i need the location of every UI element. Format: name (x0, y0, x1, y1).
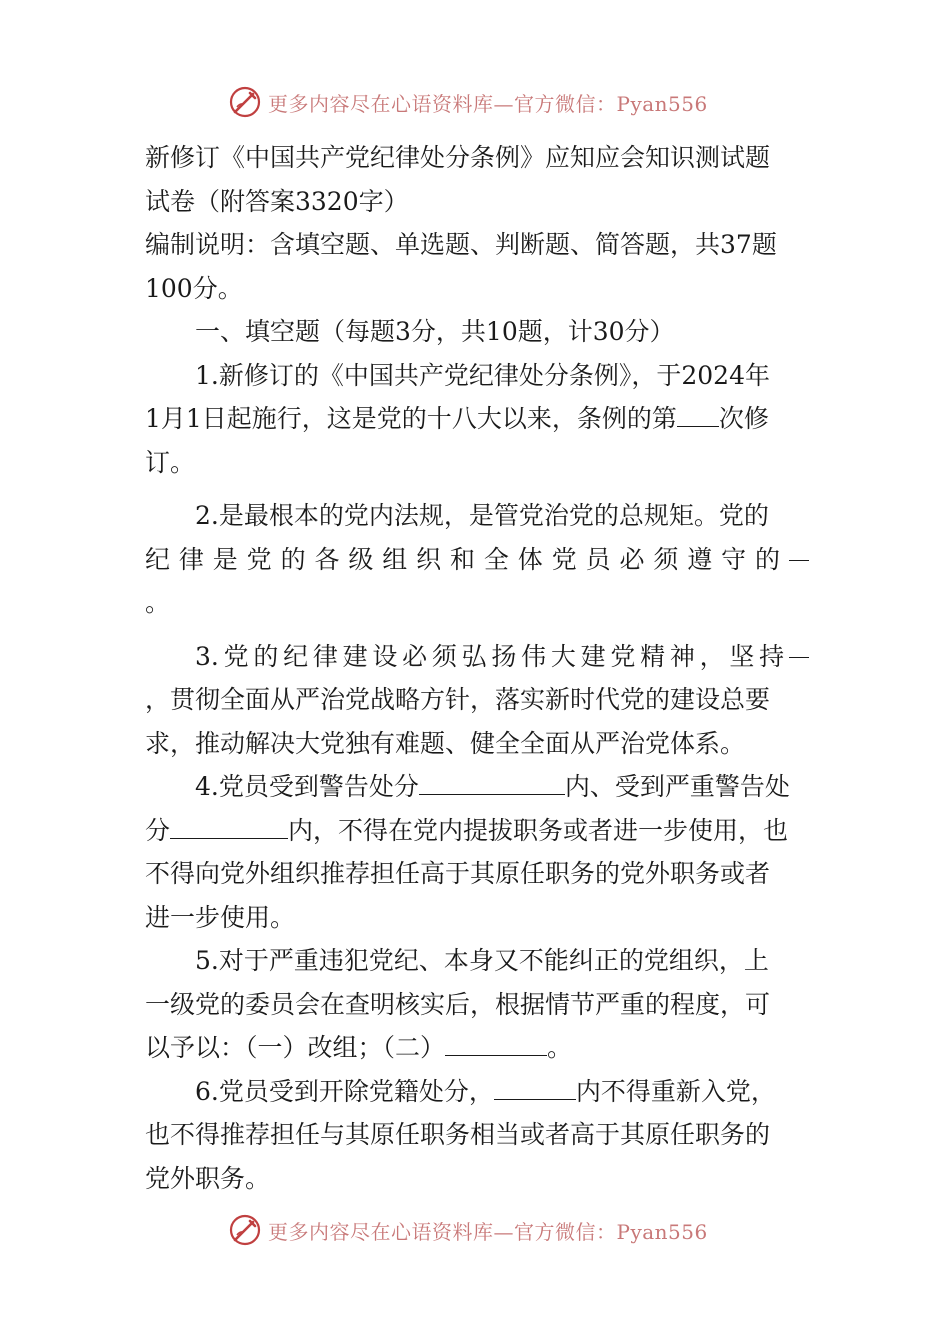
q3-char: 扬 (491, 641, 517, 671)
q3-char: 党 (610, 641, 636, 671)
q2-char: 守 (721, 544, 747, 574)
q2-char: 党 (246, 544, 272, 574)
q3-char: 坚 (729, 641, 755, 671)
q3-char: 3. (195, 641, 219, 671)
q3-char: 精 (640, 641, 666, 671)
q2-blank (789, 538, 809, 561)
q3-char: 建 (342, 641, 368, 671)
q3-char: 的 (253, 641, 279, 671)
q2-char: 遵 (687, 544, 713, 574)
q5-line-2: 一级党的委员会在查明核实后，根据情节严重的程度，可 (145, 989, 771, 1019)
q2-char: 纪 (145, 544, 171, 574)
q2-char: 员 (585, 544, 611, 574)
header-banner (228, 84, 748, 120)
q2-line-3: 。 (145, 588, 171, 617)
q1-line-3: 订。 (145, 447, 196, 477)
q3-char: 必 (402, 641, 428, 671)
q2-char: 是 (212, 544, 238, 574)
q4-line-4: 进一步使用。 (145, 902, 296, 932)
banner-text: 更多内容尽在心语资料库—官方微信：Pyan556 (268, 91, 708, 116)
q5-line-1: 5.对于严重违犯党纪、本身又不能纠正的党组织，上 (195, 946, 769, 975)
intro-line-1: 编制说明：含填空题、单选题、判断题、简答题，共37题 (145, 230, 777, 259)
document-body (145, 136, 809, 1200)
banner-text: 更多内容尽在心语资料库—官方微信：Pyan556 (268, 1219, 708, 1244)
q3-line-3: 求，推动解决大党独有难题、健全全面从严治党体系。 (145, 728, 746, 758)
q3-line-2: ，贯彻全面从严治党战略方针，落实新时代党的建设总要 (145, 685, 771, 714)
q3-char: 建 (580, 641, 606, 671)
section-heading: 一、填空题（每题3分，共10题，计30分） (195, 317, 675, 346)
q4-blank-2 (170, 816, 288, 839)
q2-char: 必 (619, 544, 645, 574)
q3-char: 持 (759, 641, 785, 671)
q2-char: 律 (178, 544, 204, 574)
q5-text-a: 以予以：（一）改组；（二） (145, 1033, 446, 1062)
q6-line-1 (145, 1070, 809, 1114)
q4-blank-1 (419, 772, 565, 795)
q2-char: 和 (450, 544, 476, 574)
q4-text-c: 分 (145, 815, 171, 845)
q3-char: 律 (312, 641, 338, 671)
q6-text-a: 6.党员受到开除党籍处分， (195, 1076, 494, 1106)
q2-char: 各 (314, 544, 340, 574)
q6-blank (494, 1077, 576, 1100)
q2-char: 织 (416, 544, 442, 574)
q2-char: 的 (755, 544, 781, 574)
q5-blank (445, 1033, 547, 1056)
q2-char: 党 (551, 544, 577, 574)
quill-logo-icon (228, 85, 262, 119)
footer-banner (228, 1212, 748, 1248)
q3-char: 伟 (521, 641, 547, 671)
q4-line-2 (145, 809, 809, 853)
q4-line-1 (145, 765, 809, 809)
q1-line-1: 1.新修订的《中国共产党纪律处分条例》，于2024年 (195, 360, 770, 390)
q3-char: 须 (431, 641, 457, 671)
doc-title-line-1: 新修订《中国共产党纪律处分条例》应知应会知识测试题 (145, 143, 771, 172)
q5-text-b: 。 (547, 1033, 573, 1062)
q2-char: 须 (653, 544, 679, 574)
q4-text-a: 4.党员受到警告处分 (195, 772, 419, 801)
q1-text-b: 次修 (718, 404, 769, 433)
q3-char: 弘 (461, 641, 487, 671)
q2-char: 级 (348, 544, 374, 574)
q3-char: ， (699, 641, 725, 671)
q4-line-3: 不得向党外组织推荐担任高于其原任职务的党外职务或者 (145, 859, 771, 888)
q1-line-2 (145, 397, 809, 441)
q6-line-3: 党外职务。 (145, 1163, 271, 1193)
q4-text-d: 内，不得在党内提拔职务或者进一步使用，也 (288, 815, 789, 845)
q2-line-1: 2.是最根本的党内法规，是管党治党的总规矩。党的 (195, 501, 769, 530)
q3-char: 神 (669, 641, 695, 671)
q2-line-2 (145, 538, 809, 582)
q1-text-a: 1月1日起施行，这是党的十八大以来，条例的第 (145, 404, 677, 433)
q3-char: 大 (550, 641, 576, 671)
q5-line-3 (145, 1026, 809, 1070)
q3-line-1 (145, 635, 809, 679)
q2-char: 体 (517, 544, 543, 574)
q3-char: 纪 (283, 641, 309, 671)
q4-text-b: 内、受到严重警告处 (564, 772, 790, 801)
doc-title-line-2: 试卷（附答案3320字） (145, 186, 409, 216)
q3-char: 党 (223, 641, 249, 671)
q3-char: 设 (372, 641, 398, 671)
q6-line-2: 也不得推荐担任与其原任职务相当或者高于其原任职务的 (145, 1120, 771, 1149)
q2-char: 全 (483, 544, 509, 574)
quill-logo-icon (228, 1213, 262, 1247)
q3-blank (789, 635, 809, 658)
q1-blank (677, 404, 719, 427)
q2-char: 的 (280, 544, 306, 574)
q6-text-b: 内不得重新入党， (575, 1076, 776, 1106)
intro-line-2: 100分。 (145, 273, 243, 303)
q2-char: 组 (382, 544, 408, 574)
